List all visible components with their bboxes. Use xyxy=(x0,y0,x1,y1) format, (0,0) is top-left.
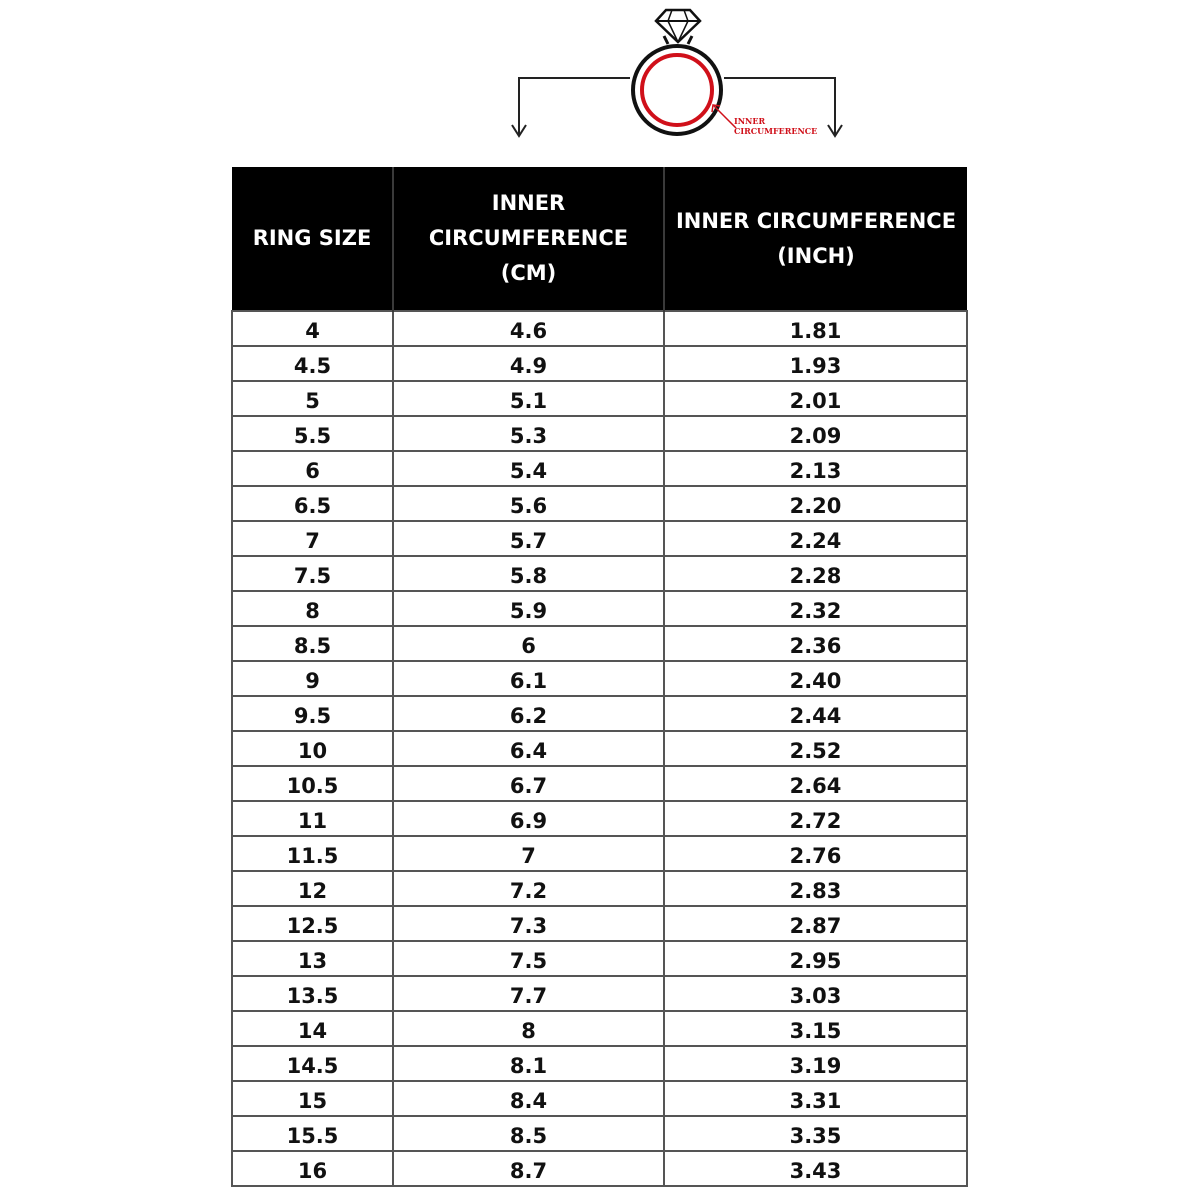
ring-size-cell: 12.5 xyxy=(232,906,393,941)
circumference-inch-cell: 2.24 xyxy=(664,521,967,556)
circumference-cm-cell: 6.1 xyxy=(393,661,664,696)
ring-size-cell: 6 xyxy=(232,451,393,486)
diamond-shape xyxy=(656,10,700,42)
ring-size-cell: 15.5 xyxy=(232,1116,393,1151)
table-row xyxy=(232,766,967,801)
ring-size-cell: 11.5 xyxy=(232,836,393,871)
ring-size-cell: 12 xyxy=(232,871,393,906)
ring-size-cell: 16 xyxy=(232,1151,393,1186)
circumference-cm-cell: 6.9 xyxy=(393,801,664,836)
ring-size-cell: 13.5 xyxy=(232,976,393,1011)
header-inner-circumference-inch xyxy=(664,167,967,311)
header-text: INNER xyxy=(491,191,566,215)
circumference-cm-cell: 8.1 xyxy=(393,1046,664,1081)
circumference-inch-cell: 2.01 xyxy=(664,381,967,416)
circumference-cm-cell: 5.3 xyxy=(393,416,664,451)
ring-size-cell: 4.5 xyxy=(232,346,393,381)
circumference-inch-cell: 2.95 xyxy=(664,941,967,976)
circumference-cm-cell: 5.8 xyxy=(393,556,664,591)
table-row xyxy=(232,381,967,416)
circumference-cm-cell: 7.2 xyxy=(393,871,664,906)
ring-size-cell: 5.5 xyxy=(232,416,393,451)
ring-size-cell: 7 xyxy=(232,521,393,556)
ring-size-cell: 13 xyxy=(232,941,393,976)
header-inner-circumference-cm xyxy=(393,167,664,311)
table-row xyxy=(232,556,967,591)
ring-size-cell: 9.5 xyxy=(232,696,393,731)
header-text: (INCH) xyxy=(777,243,855,268)
table-row xyxy=(232,801,967,836)
table-header-row xyxy=(232,167,967,311)
circumference-inch-cell: 2.83 xyxy=(664,871,967,906)
circumference-inch-cell: 2.44 xyxy=(664,696,967,731)
circumference-inch-cell: 1.93 xyxy=(664,346,967,381)
circumference-inch-cell: 1.81 xyxy=(664,311,967,346)
header-text: RING SIZE xyxy=(252,226,372,250)
circumference-inch-cell: 3.43 xyxy=(664,1151,967,1186)
table-row xyxy=(232,311,967,346)
circumference-cm-cell: 4.6 xyxy=(393,311,664,346)
circumference-inch-cell: 2.64 xyxy=(664,766,967,801)
circumference-cm-cell: 7 xyxy=(393,836,664,871)
circumference-inch-cell: 3.03 xyxy=(664,976,967,1011)
table-row xyxy=(232,486,967,521)
circumference-inch-cell: 2.72 xyxy=(664,801,967,836)
table-row xyxy=(232,1046,967,1081)
ring-size-cell: 8.5 xyxy=(232,626,393,661)
circumference-inch-cell: 2.36 xyxy=(664,626,967,661)
ring-size-table xyxy=(231,167,968,1187)
circumference-cm-cell: 5.9 xyxy=(393,591,664,626)
table-row xyxy=(232,591,967,626)
table-row xyxy=(232,696,967,731)
circumference-inch-cell: 3.31 xyxy=(664,1081,967,1116)
label-line-1: INNER xyxy=(734,116,766,126)
left-arrow-line xyxy=(519,78,630,134)
ring-size-cell: 5 xyxy=(232,381,393,416)
circumference-inch-cell: 2.52 xyxy=(664,731,967,766)
circumference-inch-cell: 2.09 xyxy=(664,416,967,451)
table-row xyxy=(232,521,967,556)
circumference-cm-cell: 6.4 xyxy=(393,731,664,766)
table-body xyxy=(232,311,967,1186)
ring-size-cell: 8 xyxy=(232,591,393,626)
circumference-cm-cell: 6 xyxy=(393,626,664,661)
circumference-inch-cell: 2.87 xyxy=(664,906,967,941)
circumference-cm-cell: 8.4 xyxy=(393,1081,664,1116)
table-row xyxy=(232,871,967,906)
table-row xyxy=(232,1151,967,1186)
circumference-inch-cell: 2.20 xyxy=(664,486,967,521)
ring-size-cell: 9 xyxy=(232,661,393,696)
ring-size-cell: 14.5 xyxy=(232,1046,393,1081)
circumference-cm-cell: 4.9 xyxy=(393,346,664,381)
ring-size-cell: 10.5 xyxy=(232,766,393,801)
circumference-inch-cell: 2.40 xyxy=(664,661,967,696)
circumference-inch-cell: 2.76 xyxy=(664,836,967,871)
circumference-inch-cell: 3.19 xyxy=(664,1046,967,1081)
header-ring-size xyxy=(232,167,393,311)
ring-band xyxy=(633,46,721,134)
circumference-cm-cell: 5.7 xyxy=(393,521,664,556)
table-row xyxy=(232,941,967,976)
ring-size-cell: 15 xyxy=(232,1081,393,1116)
ring-size-cell: 7.5 xyxy=(232,556,393,591)
circumference-cm-cell: 7.3 xyxy=(393,906,664,941)
circumference-cm-cell: 7.5 xyxy=(393,941,664,976)
table-row xyxy=(232,416,967,451)
table-row xyxy=(232,731,967,766)
circumference-cm-cell: 8.5 xyxy=(393,1116,664,1151)
ring-size-cell: 10 xyxy=(232,731,393,766)
header-text: (CM) xyxy=(500,261,557,285)
circumference-cm-cell: 5.1 xyxy=(393,381,664,416)
circumference-cm-cell: 7.7 xyxy=(393,976,664,1011)
circumference-cm-cell: 8.7 xyxy=(393,1151,664,1186)
ring-size-cell: 11 xyxy=(232,801,393,836)
table-row xyxy=(232,626,967,661)
circumference-cm-cell: 8 xyxy=(393,1011,664,1046)
ring-size-cell: 6.5 xyxy=(232,486,393,521)
circumference-inch-cell: 2.32 xyxy=(664,591,967,626)
circumference-cm-cell: 5.4 xyxy=(393,451,664,486)
diamond-ring-icon xyxy=(500,0,860,160)
label-line-2: CIRCUMFERENCE xyxy=(734,126,818,136)
header-text: CIRCUMFERENCE xyxy=(428,226,629,250)
header-text: INNER CIRCUMFERENCE xyxy=(675,208,957,233)
table-row xyxy=(232,1011,967,1046)
table-row xyxy=(232,836,967,871)
circumference-inch-cell: 3.35 xyxy=(664,1116,967,1151)
table-row xyxy=(232,451,967,486)
ring-diagram xyxy=(500,0,860,160)
circumference-cm-cell: 5.6 xyxy=(393,486,664,521)
circumference-cm-cell: 6.7 xyxy=(393,766,664,801)
circumference-inch-cell: 2.28 xyxy=(664,556,967,591)
table-row xyxy=(232,906,967,941)
table-row xyxy=(232,346,967,381)
circumference-inch-cell: 3.15 xyxy=(664,1011,967,1046)
circumference-inch-cell: 2.13 xyxy=(664,451,967,486)
circumference-cm-cell: 6.2 xyxy=(393,696,664,731)
table-row xyxy=(232,661,967,696)
table-row xyxy=(232,1081,967,1116)
ring-size-cell: 14 xyxy=(232,1011,393,1046)
table-row xyxy=(232,976,967,1011)
inner-circumference-label xyxy=(734,116,824,136)
ring-size-cell: 4 xyxy=(232,311,393,346)
table-row xyxy=(232,1116,967,1151)
